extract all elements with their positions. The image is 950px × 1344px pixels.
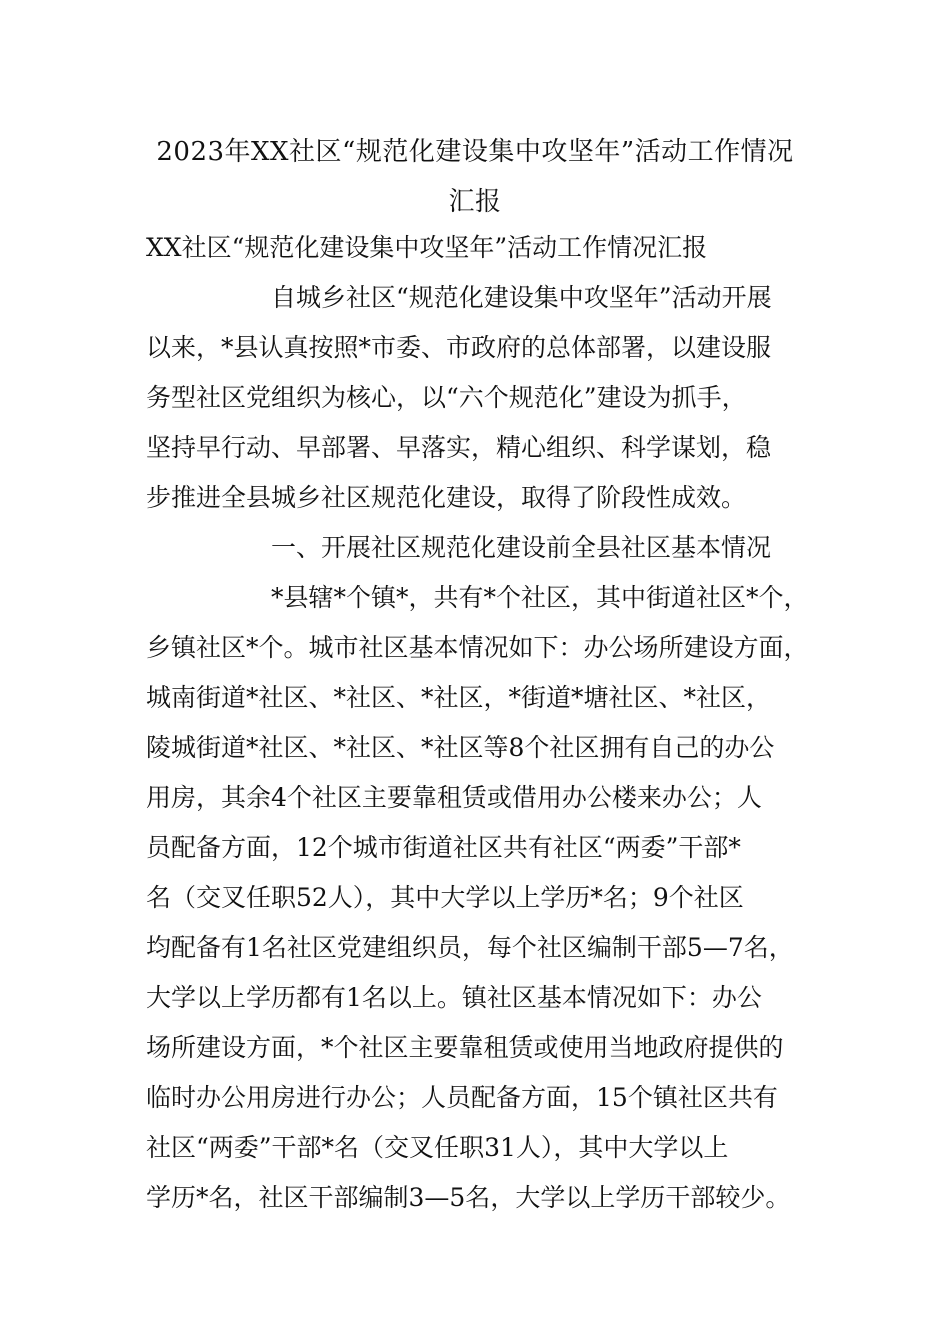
body-line: 社区“两委”干部*名（交叉任职31人），其中大学以上	[146, 1133, 729, 1162]
section-heading: 一、开展社区规范化建设前全县社区基本情况	[146, 533, 772, 562]
body-line: 学历*名，社区干部编制3—5名，大学以上学历干部较少。	[146, 1183, 791, 1212]
body-line: 务型社区党组织为核心，以“六个规范化”建设为抓手，	[146, 383, 747, 412]
body-line: 乡镇社区*个。城市社区基本情况如下：办公场所建设方面，	[146, 633, 809, 662]
body-line: 均配备有1名社区党建组织员，每个社区编制干部5—7名，	[146, 933, 794, 962]
body-line: 场所建设方面，*个社区主要靠租赁或使用当地政府提供的	[146, 1033, 784, 1062]
document-title-line-1: 2023年XX社区“规范化建设集中攻坚年”活动工作情况	[156, 137, 794, 167]
body-line: 大学以上学历都有1名以上。镇社区基本情况如下：办公	[146, 983, 762, 1012]
body-line: *县辖*个镇*，共有*个社区，其中街道社区*个，	[146, 583, 809, 612]
body-line: 名（交叉任职52人），其中大学以上学历*名；9个社区	[146, 883, 744, 912]
document-title-line-2: 汇报	[448, 187, 502, 217]
body-line: 以来，*县认真按照*市委、市政府的总体部署，以建设服	[146, 333, 772, 362]
body-line: 步推进全县城乡社区规范化建设，取得了阶段性成效。	[146, 483, 747, 512]
document-subtitle: XX社区“规范化建设集中攻坚年”活动工作情况汇报	[146, 233, 708, 262]
body-line: 员配备方面，12个城市街道社区共有社区“两委”干部*	[146, 833, 741, 862]
body-line: 城南街道*社区、*社区、*社区，*街道*塘社区、*社区，	[146, 683, 772, 712]
body-line: 自城乡社区“规范化建设集中攻坚年”活动开展	[146, 283, 772, 312]
body-line: 陵城街道*社区、*社区、*社区等8个社区拥有自己的办公	[146, 733, 775, 762]
body-line: 临时办公用房进行办公；人员配备方面，15个镇社区共有	[146, 1083, 778, 1112]
body-line: 用房，其余4个社区主要靠租赁或借用办公楼来办公；人	[146, 783, 762, 812]
body-line: 坚持早行动、早部署、早落实，精心组织、科学谋划，稳	[146, 433, 772, 462]
